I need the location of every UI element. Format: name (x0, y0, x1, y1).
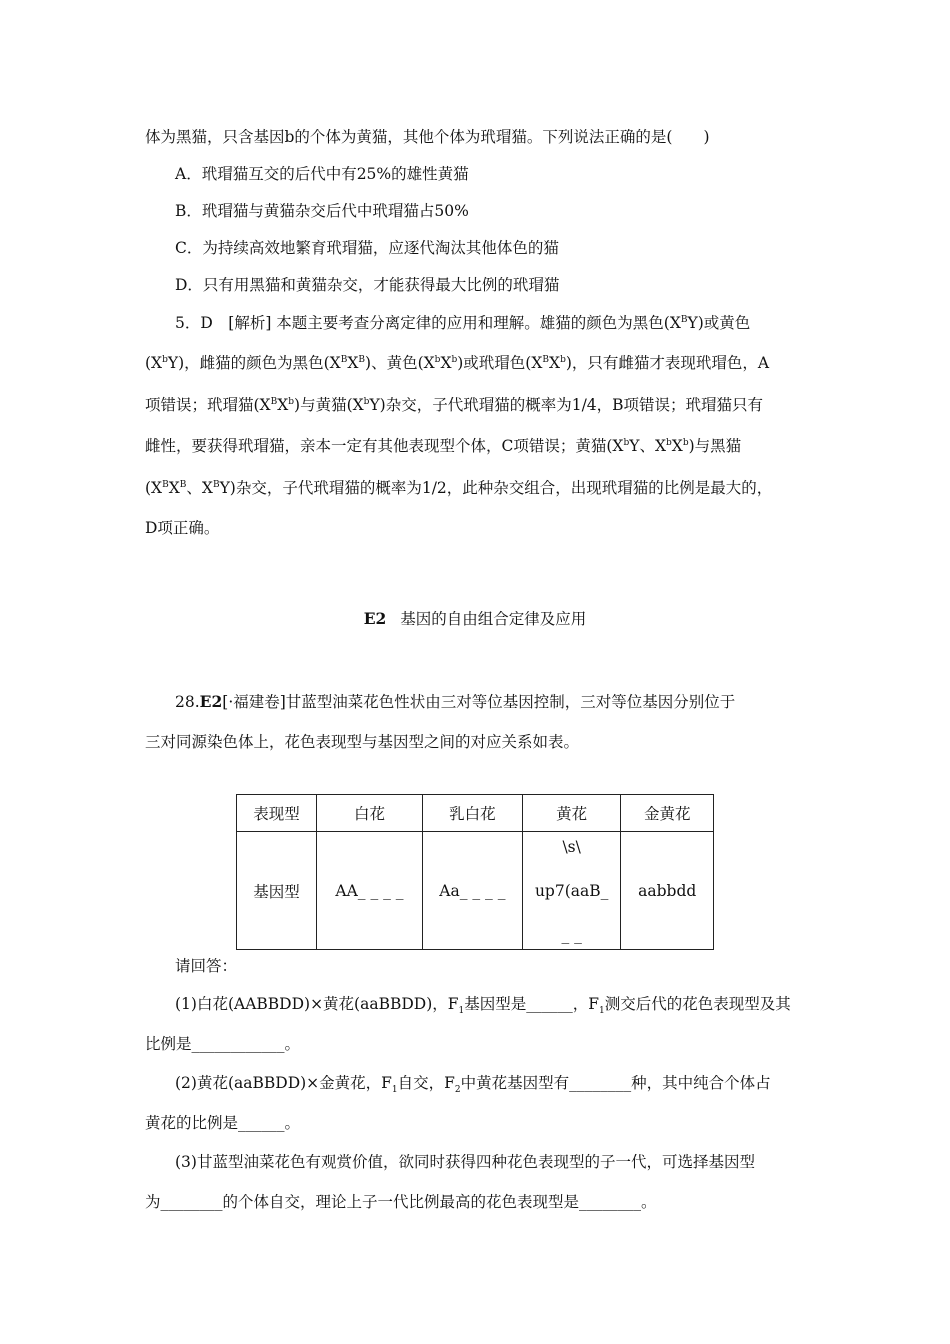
q28-prompt: 请回答： (175, 957, 238, 975)
q5-option-c: C．为持续高效地繁育玳瑁猫，应逐代淘汰其他体色的猫 (175, 239, 559, 257)
table-header-cell: 表现型 (237, 795, 317, 832)
analysis-line-6: D项正确。 (145, 519, 220, 537)
q28-part3-line1: (3)甘蓝型油菜花色有观赏价值，欲同时获得四种花色表现型的子一代，可选择基因型 (175, 1153, 755, 1171)
table-header-cell: 黄花 (522, 795, 621, 832)
q28-part1-line2: 比例是____________。 (145, 1035, 301, 1053)
table-header-row (237, 795, 714, 832)
table-genotype-row (237, 832, 714, 950)
analysis-line-3: 项错误；玳瑁猫$(X^BX^b)$与黄猫$(X^bY)$杂交，子代玳瑁猫的概率为1/4，B项错误；玳瑁猫只有 (145, 396, 764, 414)
q5-option-a: A．玳瑁猫互交的后代中有25%的雄性黄猫 (175, 165, 469, 183)
analysis-line-1: 5．D [解析] 本题主要考查分离定律的应用和理解。雄猫的颜色为黑色$(X^BY)$或黄色 (175, 314, 751, 332)
q28-part2-line2: 黄花的比例是______。 (145, 1114, 301, 1132)
q5-option-b: B．玳瑁猫与黄猫杂交后代中玳瑁猫占50% (175, 202, 469, 220)
analysis-line-4: 雌性，要获得玳瑁猫，亲本一定有其他表现型个体，C项错误；黄猫($X^bY$、$X^bX^b$)与黑猫 (145, 437, 742, 455)
table-header-cell: 白花 (317, 795, 423, 832)
table-header-cell: 乳白花 (422, 795, 522, 832)
table-cell: Aa_ _ _ _ (422, 832, 522, 950)
table-cell: AA_ _ _ _ (317, 832, 423, 950)
genotype-table (236, 794, 714, 950)
q28-part2-line1: (2)黄花(aaBBDD)×金黄花，$F_1$自交，$F_2$中黄花基因型有________种，其中纯合个体占 (175, 1074, 771, 1096)
table-row-label: 基因型 (237, 832, 317, 950)
q28-part3-line2: 为________的个体自交，理论上子一代比例最高的花色表现型是________。 (145, 1193, 657, 1211)
table-cell: aabbdd (621, 832, 714, 950)
q5-option-d: D．只有用黑猫和黄猫杂交，才能获得最大比例的玳瑁猫 (175, 276, 560, 294)
table-header-cell: 金黄花 (621, 795, 714, 832)
section-code: E2 (363, 609, 387, 628)
q28-stem-line-1: 28.E2[·福建卷]甘蓝型油菜花色性状由三对等位基因控制，三对等位基因分别位于 (175, 692, 736, 711)
q28-stem-line-2: 三对同源染色体上，花色表现型与基因型之间的对应关系如表。 (145, 733, 580, 751)
q5-stem-tail: 体为黑猫，只含基因b的个体为黄猫，其他个体为玳瑁猫。下列说法正确的是( ) (145, 128, 710, 146)
q28-part1-line1: (1)白花(AABBDD)×黄花(aaBBDD)，$F_1$基因型是______，$F_1$测交后代的花色表现型及其 (175, 995, 791, 1017)
analysis-line-5: ($X^BX^B$、$X^BY$)杂交，子代玳瑁猫的概率为1/2，此种杂交组合，出现玳瑁猫的比例是最大的， (145, 479, 773, 497)
section-title-text: 基因的自由组合定律及应用 (400, 610, 587, 628)
section-heading (0, 607, 950, 629)
table-cell-yellow: \s\ up7(aaB_ _ _ (522, 832, 621, 950)
analysis-line-2: $(X^bY)$，雌猫的颜色为黑色$(X^BX^B)$、黄色$(X^bX^b)$或玳瑁色$(X^BX^b)$，只有雌猫才表现玳瑁色，A (145, 354, 770, 372)
